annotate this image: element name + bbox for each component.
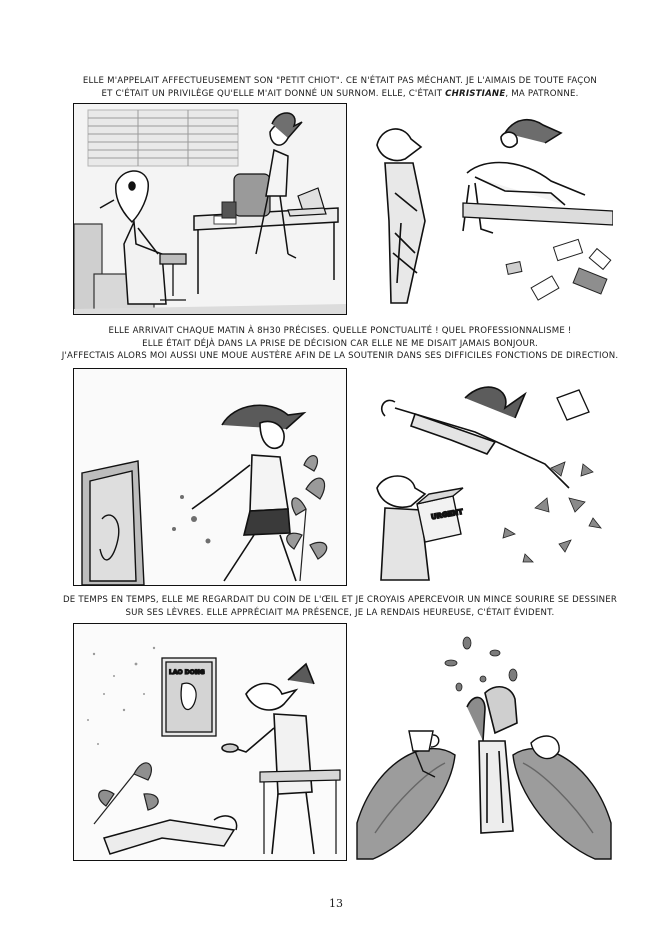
- caption-row-3: [60, 594, 620, 619]
- swirling-leaves: [503, 462, 601, 562]
- coffee-splash-illustration: [355, 623, 613, 861]
- caption-row-3-line-2: SUR SES LÈVRES. ELLE APPRÉCIAIT MA PRÉSENCE, JE LA RENDAIS HEUREUSE, C'ÉTAIT ÉVIDENT.: [125, 607, 555, 618]
- page-number: 13: [329, 897, 343, 910]
- office-glance-illustration: [74, 624, 347, 861]
- stiff-man-character: [377, 129, 425, 303]
- urgent-box-label: URGENT: [430, 507, 464, 522]
- caption-row-2-line-1: ELLE ARRIVAIT CHAQUE MATIN À 8H30 PRÉCISES. QUELLE PONCTUALITÉ ! QUEL PROFESSIONNALISME !: [108, 326, 572, 336]
- caption-row-2: [60, 325, 620, 363]
- panel-coffee-splash: [355, 623, 613, 861]
- poster: [162, 658, 216, 736]
- panel-boss-arriving: [73, 368, 347, 586]
- caption-row-1: [60, 75, 620, 100]
- caption-row-3-line-1: DE TEMPS EN TEMPS, ELLE ME REGARDAIT DU COIN DE L'ŒIL ET JE CROYAIS APERCEVOIR UN MINCE SOURIRE SE DESSINER: [62, 595, 618, 605]
- caption-row-1-line-2: [60, 88, 620, 101]
- boss-stretching-illustration: [355, 103, 613, 315]
- urgent-box: [417, 488, 464, 542]
- coffee-drops: [445, 637, 517, 691]
- caption-row-2-line-2: ELLE ÉTAIT DÉJÀ DANS LA PRISE DE DÉCISION CAR ELLE NE ME DISAIT JAMAIS BONJOUR.: [142, 338, 538, 349]
- office-desk-illustration: [74, 104, 347, 315]
- boss-arriving-illustration: [74, 369, 347, 586]
- panel-urgent-box: [355, 368, 613, 586]
- panel-boss-stretching: [355, 103, 613, 315]
- panel-office-desk: [73, 103, 347, 315]
- panel-office-glance: [73, 623, 347, 861]
- man-with-box-character: [377, 476, 429, 580]
- urgent-box-illustration: [355, 368, 613, 586]
- boss-name: CHRISTIANE: [445, 88, 506, 99]
- glass-partition: [82, 461, 144, 585]
- flying-boss-character: [382, 387, 569, 488]
- poster-text: LAO DONG: [169, 669, 205, 676]
- central-man-character: [467, 687, 517, 833]
- flying-papers: [506, 239, 611, 300]
- caption-row-2-line-3: J'AFFECTAIS ALORS MOI AUSSI UNE MOUE AUSTÈRE AFIN DE LA SOUTENIR DANS SES DIFFICILES FONCTIONS DE DIRECTION.: [61, 351, 619, 361]
- caption-text: ET C'ÉTAIT UN PRIVILÈGE QU'ELLE M'AIT DONNÉ UN SURNOM. ELLE, C'ÉTAIT: [101, 88, 446, 99]
- caption-row-1-line-1: ELLE M'APPELAIT AFFECTUEUSEMENT SON "PETIT CHIOT". CE N'ÉTAIT PAS MÉCHANT. JE L'AIMAIS DE TOUTE FAÇON: [82, 76, 598, 86]
- caption-text: , MA PATRONNE.: [505, 88, 579, 99]
- window-blinds: [88, 110, 238, 166]
